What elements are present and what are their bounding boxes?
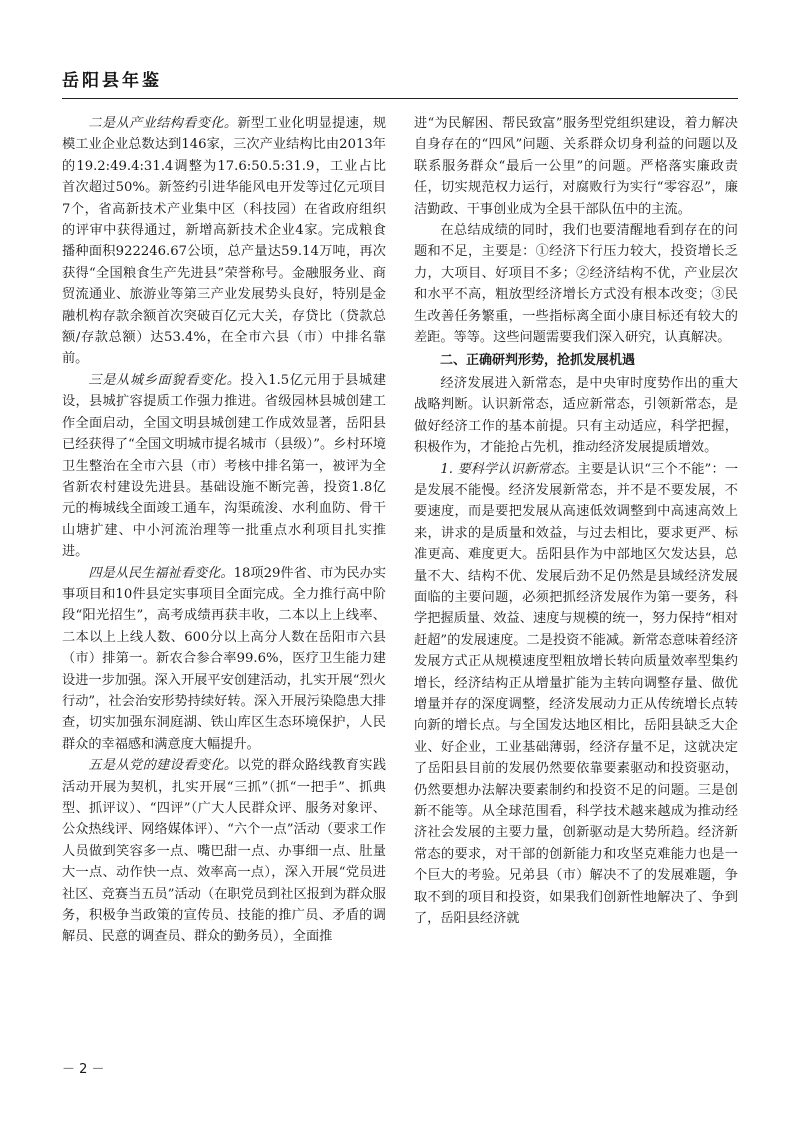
paragraph-continued: 进“为民解困、帮民致富”服务型党组织建设，着力解决自身存在的“四风”问题、关系群众切身利益的问题以及联系服务群众“最后一公里”的问题。严格落实廉政责任，切实规范权力运行，对腐败行为实行“零容忍”，廉洁勤政、干事创业成为全县干部队伍中的主流。 <box>414 116 738 217</box>
paragraph-party-building <box>62 755 386 948</box>
header-divider <box>62 98 738 99</box>
paragraph-livelihood <box>62 563 386 756</box>
yearbook-title: 岳阳县年鉴 <box>62 71 162 91</box>
paragraph-urban-rural <box>62 370 386 563</box>
paragraph-body: 主要是认识“三个不能”：一是发展不能慢。经济发展新常态，并不是不要发展，不要速度，而是要把发展从高速低效调整到中高速高效上来，讲求的是质量和效益，与过去相比，要求更严、标准更高、难度更大。岳阳县作为中部地区欠发达县，总量不大、结构不优、发展后劲不足仍然是县域经济发展面临的主要问题，必须把抓经济发展作为第一要务，科学把握质量、效益、速度与规模的统一，努力保持“相对赶超”的发展速度。二是投资不能减。新常态意味着经济发展方式正从规模速度型粗放增长转向质量效率型集约增长，经济结构正从增量扩能为主转向调整存量、做优增量并存的深度调整，经济发展动力正从传统增长点转向新的增长点。与全国发达地区相比，岳阳县缺乏大企业、好企业，工业基础薄弱，经济存量不足，这就决定了岳阳县目前的发展仍然要依靠要素驱动和投资驱动，仍然要想办法解决要素制约和投资不足的问题。三是创新不能等。从全球范围看，科学技术越来越成为推动经济社会发展的主要力量，创新驱动是大势所趋。经济新常态的要求，对干部的创新能力和攻坚克难能力也是一个巨大的考验。兄弟县（市）解决不了的发展难题，争取不到的项目和投资，如果我们创新性地解决了、争到了，岳阳县经济就 <box>414 461 739 927</box>
paragraph-three-cannots <box>414 459 738 930</box>
section-heading: 二、正确研判形势，抢抓发展机遇 <box>440 353 636 369</box>
right-column <box>414 113 738 929</box>
paragraph-problems: 在总结成绩的同时，我们也要清醒地看到存在的问题和不足，主要是：①经济下行压力较大，投资增长乏力，大项目、好项目不多；②经济结构不优，产业层次和水平不高，粗放型经济增长方式没有根本改变；③民生改善任务繁重，一些指标离全面小康目标还有较大的差距。等等。这些问题需要我们深入研究，认真解决。 <box>414 223 738 346</box>
paragraph-new-normal: 经济发展进入新常态，是中央审时度势作出的重大战略判断。认识新常态，适应新常态，引领新常态，是做好经济工作的基本前提。只有主动适应，科学把握，积极作为，才能抢占先机，推动经济发展提质增效。 <box>414 375 738 456</box>
paragraph-body: 以党的群众路线教育实践活动开展为契机，扎实开展“三抓”（抓“一把手”、抓典型、抓评议）、“四评”（广大人民群众评、服务对象评、公众热线评、网络媒体评）、“六个一点”活动（要求工作人员做到笑容多一点、嘴巴甜一点、办事细一点、肚量大一点、动作快一点、效率高一点），深入开展“党员进社区、竞赛当五员”活动（在职党员到社区报到为群众服务，积极争当政策的宣传员、技能的推广员、矛盾的调解员、民意的调查员、群众的勤务员），全面推 <box>62 758 387 945</box>
paragraph-body: 投入1.5亿元用于县城建设，县城扩容提质工作强力推进。省级园林县城创建工作全面启动，全国文明县城创建工作成效显著，岳阳县已经获得了“全国文明城市提名城市（县级）”。乡村环境卫生整治在全市六县（市）考核中排名第一，被评为全省新农村建设先进县。基础设施不断完善，投资1.8亿元的梅城线全面竣工通车，沟渠疏浚、水利血防、骨干山塘扩建、中小河流治理等一批重点水利项目扎实推进。 <box>62 372 386 560</box>
paragraph-lead: 1. 要科学认识新常态。 <box>440 461 578 477</box>
paragraph-body: 18项29件省、市为民办实事项目和10件县定实事项目全面完成。全力推行高中阶段“阳光招生”，高考成绩再获丰收，二本以上上线率、二本以上上线人数、600分以上高分人数在岳阳市六县（市）排第一。新农合参合率99.6%，医疗卫生能力建设进一步加强。深入开展平安创建活动，扎实开展“烈火行动”，社会治安形势持续好转。深入开展污染隐患大排查，切实加强东洞庭湖、铁山库区生态环境保护，人民群众的幸福感和满意度大幅提升。 <box>62 565 386 752</box>
left-column <box>62 113 386 948</box>
paragraph-lead: 二是从产业结构看变化。 <box>88 116 238 131</box>
paragraph-lead: 四是从民生福祉看变化。 <box>88 565 234 581</box>
paragraph-industry-structure <box>62 113 386 370</box>
paragraph-body: 新型工业化明显提速，规模工业企业总数达到146家，三次产业结构比由2013年的19.2:49.4:31.4调整为17.6:50.5:31.9，工业占比首次超过50%。新签约引进华能风电开发等过亿元项目7个，省高新技术产业集中区（科技园）在省政府组织的评审中获得通过，新增高新技术企业4家。完成粮食播种面积922246.67公顷，总产量达59.14万吨，再次获得“全国粮食生产先进县”荣誉称号。金融服务业、商贸流通业、旅游业等第三产业发展势头良好，特别是金融机构存款余额首次突破百亿元大关，存贷比（贷款总额/存款总额）达53.4%，在全市六县（市）中排名靠前。 <box>62 116 387 367</box>
paragraph-lead: 三是从城乡面貌看变化。 <box>88 372 241 388</box>
page-number: － 2 － <box>62 1062 105 1077</box>
running-header <box>62 66 738 91</box>
paragraph-lead: 五是从党的建设看变化。 <box>88 758 238 774</box>
